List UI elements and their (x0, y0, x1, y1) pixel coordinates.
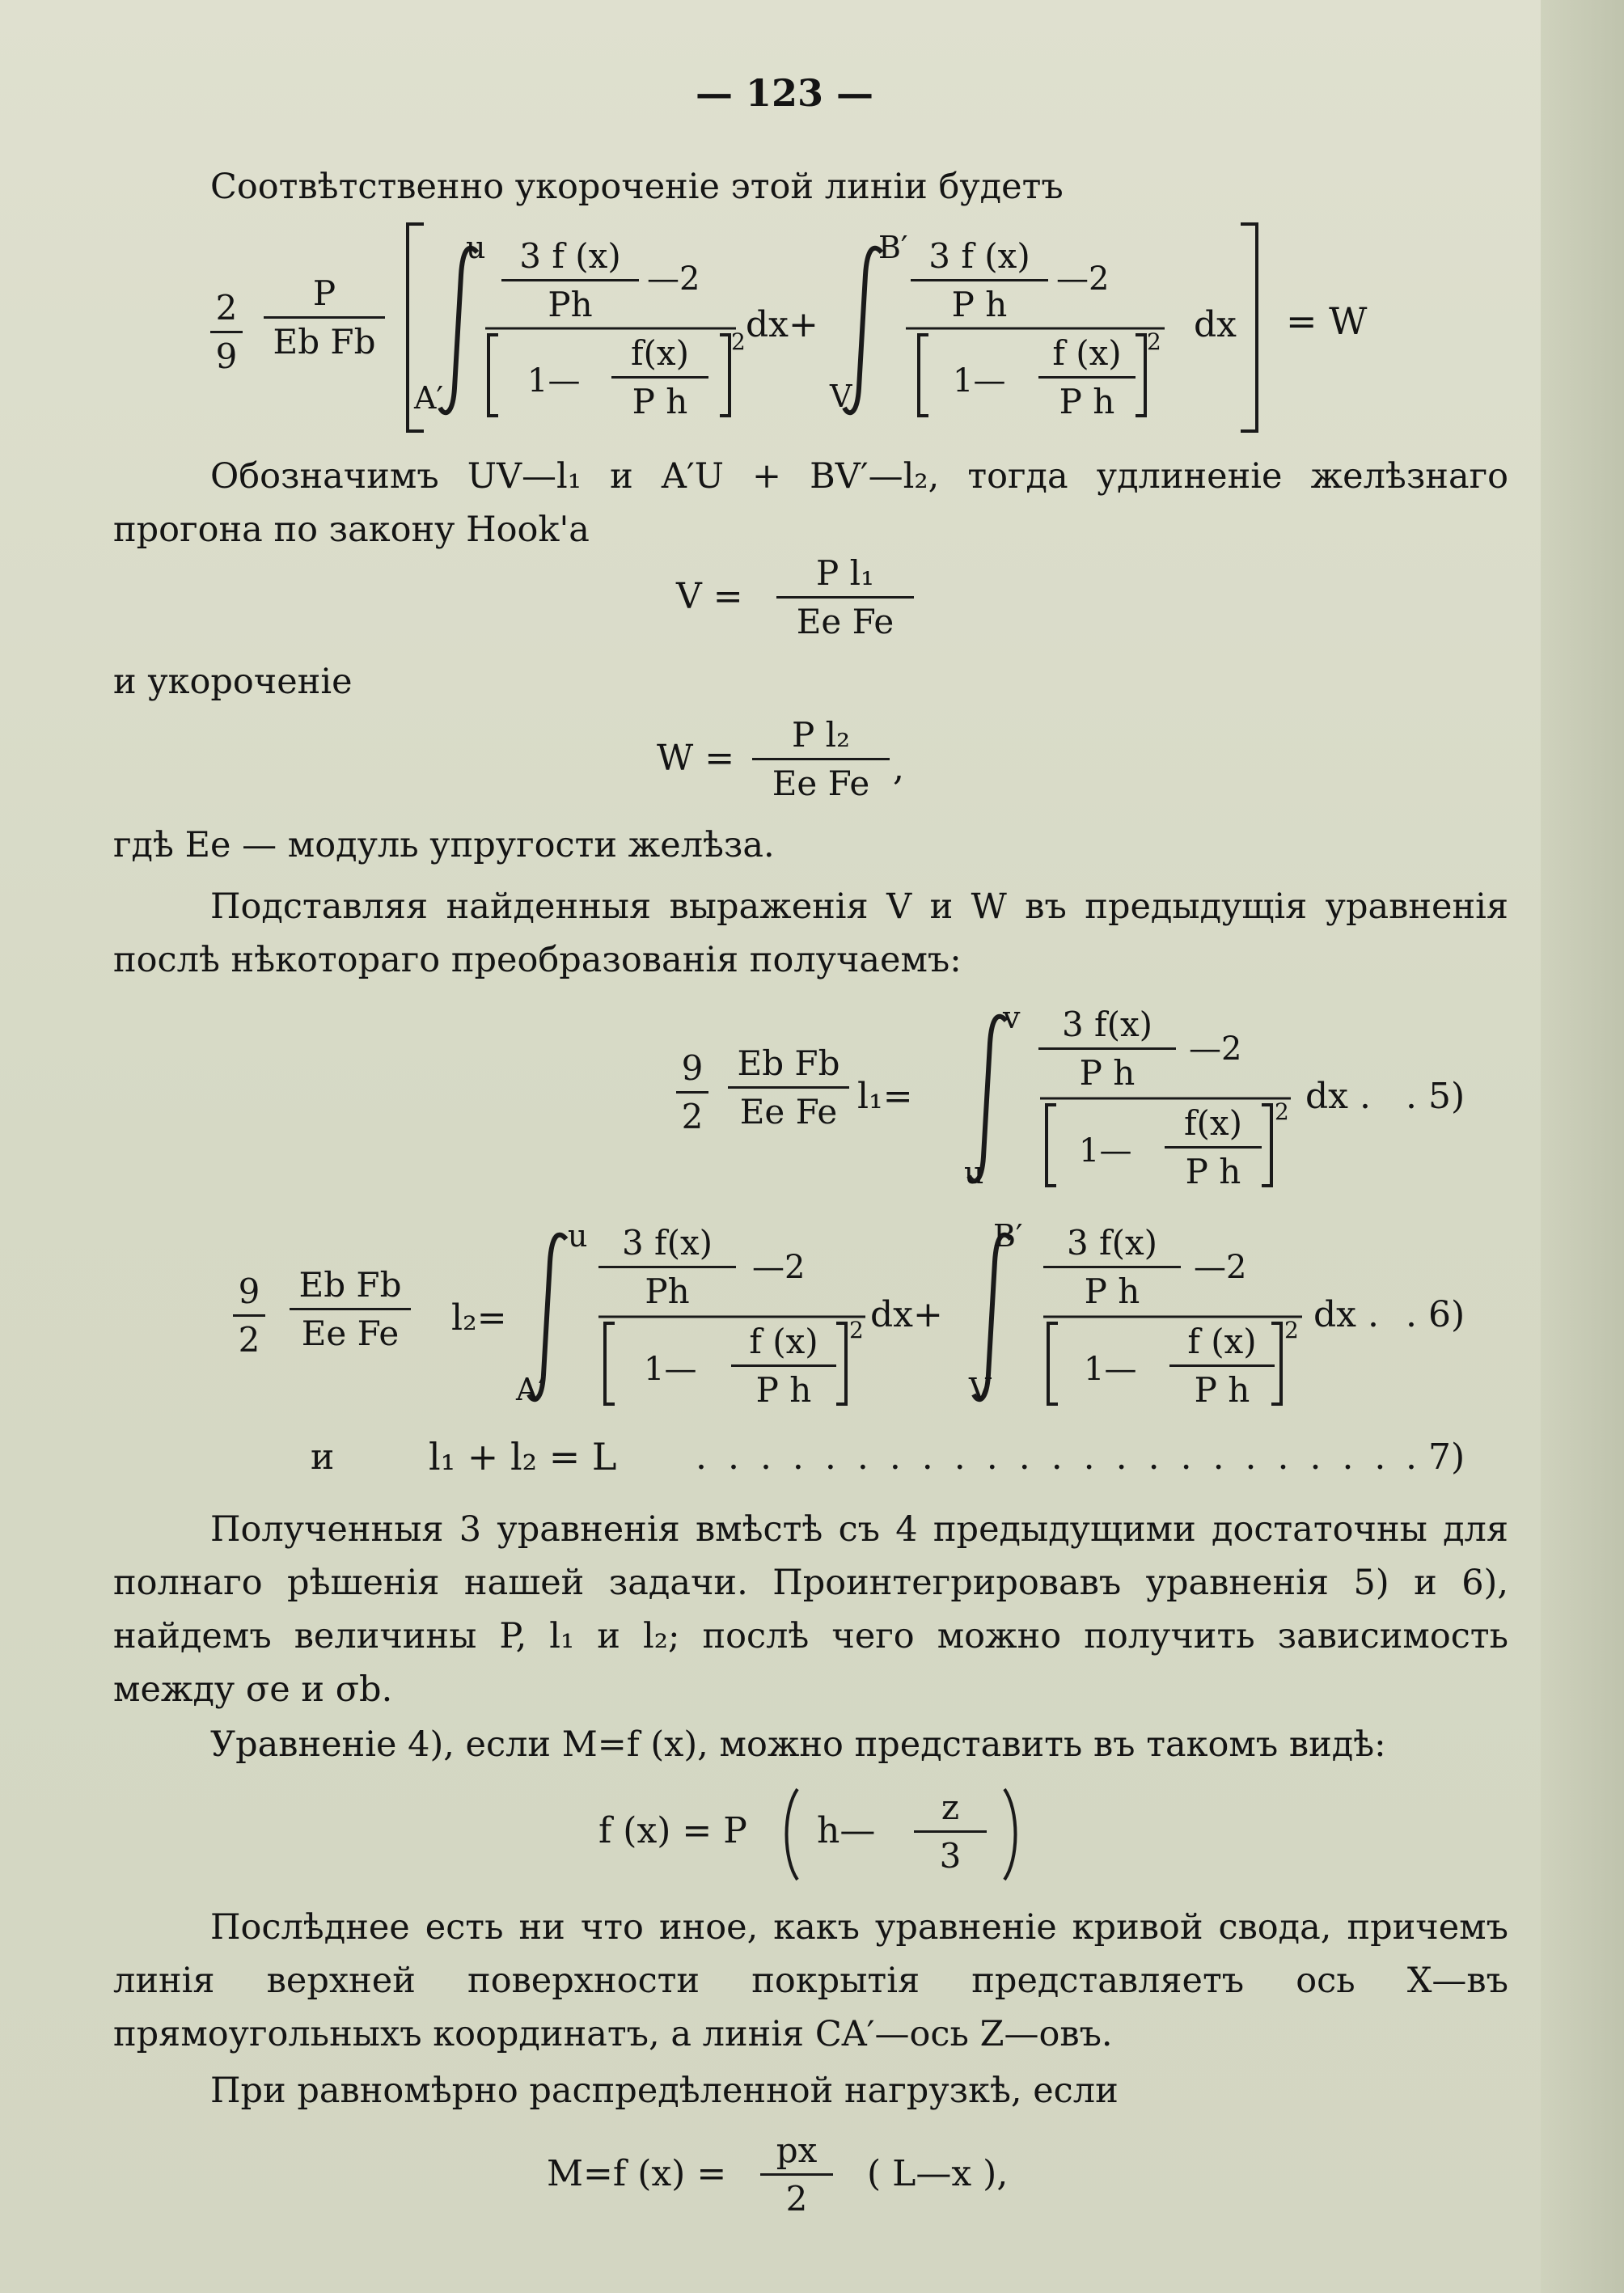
eq-f-h: h— (817, 1810, 876, 1851)
eq1-inner-top-1: 3 f (x) Ph (501, 236, 639, 324)
eq-f-fraction: z 3 (914, 1787, 987, 1876)
eq1-one-minus-2: 1— (953, 362, 1006, 400)
eq1-lower-limit-1: A′ (414, 380, 444, 416)
eq-f-paren-right (1000, 1786, 1024, 1883)
paragraph-5: Подставляя найденныя выраженія V и W въ предыдущія уравненія послѣ нѣкотораго преобразованія получаемъ: (113, 886, 1508, 980)
eq-v-fraction: P l₁ Ee Fe (776, 553, 914, 641)
eq6-ratio: Eb Fb Ee Fe (290, 1265, 411, 1353)
eq5-coefficient: 9 2 (676, 1048, 708, 1136)
eq-m-tail: ( L—x ), (867, 2153, 1009, 2194)
eq5-inner-top: 3 f(x) P h (1038, 1005, 1176, 1093)
eq5-l1: l₁= (857, 1076, 913, 1117)
eq1-den-fraction-1: f(x) P h (611, 333, 708, 421)
paragraph-2: Обозначимъ UV—l₁ и A′U + BV′—l₂, тогда удлиненіе желѣзнаго прогона по закону Hook'a (113, 456, 1508, 550)
eq1-upper-limit-1: u (466, 230, 486, 265)
eq1-coefficient: 2 9 (210, 288, 243, 376)
eq6-one-minus-1: 1— (644, 1351, 697, 1388)
eq6-inner-top-2: 3 f(x) P h (1043, 1223, 1181, 1311)
eq7-leader-dots: . . . . . . . . . . . . . . . . . . . . . . (696, 1436, 1391, 1478)
eq1-rhs: = W (1286, 299, 1368, 343)
eq-w-lhs: W = (657, 738, 735, 779)
eq6-den-fraction-1: f (x) P h (731, 1322, 836, 1410)
eq6-den-fraction-2: f (x) P h (1169, 1322, 1275, 1410)
paragraph-4: гдѣ Eе — модуль упругости желѣза. (113, 825, 775, 865)
paragraph-6: Полученныя 3 уравненія вмѣстѣ съ 4 предыдущими достаточны для полнаго рѣшенія нашей задачи. Проинтегрировавъ уравненія 5) и 6), найдемъ величины P, l₁ и l₂; послѣ чего можно получить зависимость между σе и σb. (113, 1509, 1508, 1710)
eq-m-lhs: M=f (x) = (547, 2153, 727, 2194)
page-gutter (1541, 0, 1624, 2293)
eq5-den-square: 2 (1275, 1098, 1289, 1125)
eq6-lower-limit-1: A′ (516, 1372, 546, 1407)
eq7-body: l₁ + l₂ = L (429, 1435, 617, 1479)
eq6-upper-limit-2: B′ (993, 1218, 1023, 1254)
eq7-label: . 7) (1406, 1436, 1465, 1478)
eq6-upper-limit-1: u (568, 1218, 588, 1254)
eq-m-fraction: px 2 (760, 2130, 833, 2219)
eq1-integral-1 (437, 243, 485, 421)
eq-v-lhs: V = (676, 576, 743, 617)
eq7-and: и (311, 1436, 335, 1478)
eq1-inner-top-2: 3 f (x) P h (911, 236, 1048, 324)
eq1-upper-limit-2: B′ (878, 230, 908, 265)
eq1-minus2-2: —2 (1056, 260, 1110, 298)
eq-w-fraction: P l₂ Ee Fe (752, 715, 890, 803)
eq5-dx: dx . (1305, 1076, 1371, 1117)
eq6-dx: dx . (1313, 1294, 1379, 1335)
eq1-den-square-1: 2 (731, 328, 746, 355)
eq6-label: . 6) (1406, 1294, 1465, 1335)
eq5-one-minus: 1— (1079, 1132, 1132, 1170)
eq5-den-fraction: f(x) P h (1165, 1103, 1262, 1191)
eq6-den-square-2: 2 (1284, 1317, 1299, 1343)
eq5-lower-limit: u (964, 1155, 984, 1191)
eq6-den-square-1: 2 (849, 1317, 864, 1343)
paragraph-9: При равномѣрно распредѣленной нагрузкѣ, если (210, 2071, 1119, 2111)
eq6-inner-top-1: 3 f(x) Ph (598, 1223, 736, 1311)
eq6-dx-plus: dx+ (870, 1294, 943, 1335)
paragraph-7: Уравненіе 4), если M=f (x), можно представить въ такомъ видѣ: (210, 1724, 1386, 1765)
eq5-ratio: Eb Fb Ee Fe (728, 1043, 849, 1132)
eq-f-lhs: f (x) = P (598, 1810, 747, 1851)
eq1-minus2-1: —2 (647, 260, 700, 298)
eq-f-paren-left (778, 1786, 802, 1883)
eq6-lower-limit-2: V (969, 1372, 992, 1407)
paragraph-1: Соотвѣтственно укороченіе этой линіи будетъ (210, 167, 1064, 207)
eq5-label: . 5) (1406, 1076, 1465, 1117)
eq6-minus2-2: —2 (1194, 1249, 1247, 1286)
paragraph-3: и укороченіе (113, 662, 353, 702)
eq1-den-square-2: 2 (1147, 328, 1161, 355)
eq1-force-ratio: P Eb Fb (264, 273, 385, 362)
eq1-den-fraction-2: f (x) P h (1038, 333, 1136, 421)
eq-w-comma: , (893, 747, 904, 789)
eq6-one-minus-2: 1— (1084, 1351, 1137, 1388)
eq1-one-minus-1: 1— (527, 362, 581, 400)
page-number: — 123 — (696, 71, 874, 115)
paragraph-8: Послѣднее есть ни что иное, какъ уравненіе кривой свода, причемъ линія верхней поверхности покрытія представляетъ ось X—въ прямоугольныхъ координатъ, а линія CA′—ось Z—овъ. (113, 1907, 1508, 2054)
eq1-lower-limit-2: V (830, 379, 852, 414)
eq1-dx-plus: dx+ (746, 304, 818, 345)
eq6-minus2-1: —2 (752, 1249, 806, 1286)
eq5-minus2: —2 (1189, 1030, 1242, 1068)
eq1-big-bracket-right (1237, 222, 1262, 433)
eq5-upper-limit: v (1003, 1000, 1021, 1035)
eq1-dx: dx (1194, 304, 1237, 345)
eq6-l2: l₂= (451, 1297, 507, 1339)
eq6-coefficient: 9 2 (233, 1271, 265, 1360)
